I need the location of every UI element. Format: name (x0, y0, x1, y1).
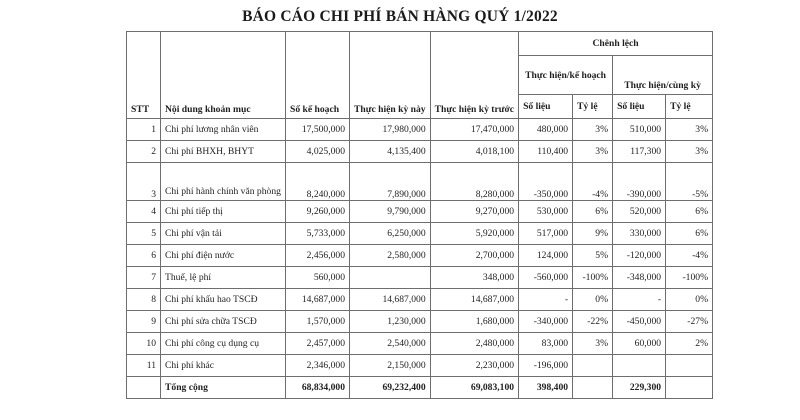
table-row (127, 289, 713, 311)
row-plan-pct: 5% (573, 245, 613, 267)
row-prev-diff: -120,000 (613, 245, 666, 267)
row-plan: 9,260,000 (286, 201, 350, 223)
row-plan: 8,240,000 (286, 163, 350, 201)
row-name: Chi phí công cụ dụng cụ (161, 333, 286, 355)
table-row (127, 355, 713, 377)
row-plan-diff: 517,000 (519, 223, 573, 245)
row-prev: 5,920,000 (430, 223, 518, 245)
row-actual: 2,540,000 (350, 333, 431, 355)
row-plan-diff: 480,000 (519, 119, 573, 141)
row-stt: 9 (127, 311, 161, 333)
row-stt: 6 (127, 245, 161, 267)
row-plan-pct: -4% (573, 163, 613, 201)
row-name: Chi phí khác (161, 355, 286, 377)
row-plan-diff: 530,000 (519, 201, 573, 223)
row-prev: 17,470,000 (430, 119, 518, 141)
row-stt: 8 (127, 289, 161, 311)
row-actual: 7,890,000 (350, 163, 431, 201)
row-name: Chi phí BHXH, BHYT (161, 141, 286, 163)
row-actual: 17,980,000 (350, 119, 431, 141)
total-plan-pct (573, 377, 613, 399)
row-plan-diff: -340,000 (519, 311, 573, 333)
header-plan: Số kế hoạch (286, 32, 350, 119)
row-prev-pct: -4% (666, 245, 713, 267)
total-row (127, 377, 713, 399)
total-prev: 69,083,100 (430, 377, 518, 399)
row-plan-pct: 3% (573, 119, 613, 141)
sales-expense-table (126, 31, 713, 399)
row-plan-pct: -22% (573, 311, 613, 333)
header-actual-this: Thực hiện kỳ này (350, 32, 431, 119)
row-actual: 1,230,000 (350, 311, 431, 333)
row-prev-diff: 117,300 (613, 141, 666, 163)
row-prev-pct: 3% (666, 141, 713, 163)
row-plan: 560,000 (286, 267, 350, 289)
row-stt: 1 (127, 119, 161, 141)
row-prev-pct (666, 355, 713, 377)
total-plan-diff: 398,400 (519, 377, 573, 399)
row-actual: 4,135,400 (350, 141, 431, 163)
row-name: Chi phí sửa chữa TSCĐ (161, 311, 286, 333)
row-plan-diff: 83,000 (519, 333, 573, 355)
row-plan: 2,456,000 (286, 245, 350, 267)
table-row (127, 201, 713, 223)
row-name: Chi phí khấu hao TSCĐ (161, 289, 286, 311)
row-prev-pct: -27% (666, 311, 713, 333)
row-prev: 348,000 (430, 267, 518, 289)
table-row (127, 311, 713, 333)
row-name: Thuế, lệ phí (161, 267, 286, 289)
row-plan-pct: 3% (573, 333, 613, 355)
row-prev: 4,018,100 (430, 141, 518, 163)
row-prev-diff: 60,000 (613, 333, 666, 355)
row-prev-diff: - (613, 289, 666, 311)
row-plan-pct (573, 355, 613, 377)
row-prev: 14,687,000 (430, 289, 518, 311)
header-content: Nội dung khoản mục (161, 32, 286, 119)
row-prev-diff: -450,000 (613, 311, 666, 333)
row-plan: 4,025,000 (286, 141, 350, 163)
row-stt: 10 (127, 333, 161, 355)
row-prev-pct: 6% (666, 223, 713, 245)
row-plan-pct: 6% (573, 201, 613, 223)
row-plan-diff: - (519, 289, 573, 311)
row-prev-diff: -348,000 (613, 267, 666, 289)
row-stt: 2 (127, 141, 161, 163)
row-plan: 2,457,000 (286, 333, 350, 355)
total-label: Tổng cộng (161, 377, 286, 399)
row-plan-diff: -196,000 (519, 355, 573, 377)
row-stt: 3 (127, 163, 161, 201)
row-plan-diff: 124,000 (519, 245, 573, 267)
row-name: Chi phí điện nước (161, 245, 286, 267)
row-prev: 1,680,000 (430, 311, 518, 333)
row-prev: 2,700,000 (430, 245, 518, 267)
row-actual: 14,687,000 (350, 289, 431, 311)
row-plan-diff: -560,000 (519, 267, 573, 289)
row-prev-pct: 0% (666, 289, 713, 311)
header-prev-amount: Số liệu (613, 95, 666, 119)
header-stt: STT (127, 32, 161, 119)
table-row (127, 223, 713, 245)
row-name: Chi phí hành chính văn phòng (161, 163, 286, 201)
total-stt (127, 377, 161, 399)
row-actual: 6,250,000 (350, 223, 431, 245)
header-vs-prev: Thực hiện/cùng kỳ (613, 56, 713, 95)
row-plan-pct: 3% (573, 141, 613, 163)
row-plan-diff: 110,400 (519, 141, 573, 163)
total-prev-pct (666, 377, 713, 399)
row-plan: 2,346,000 (286, 355, 350, 377)
row-plan: 14,687,000 (286, 289, 350, 311)
row-name: Chi phí lương nhân viên (161, 119, 286, 141)
row-prev-pct: 6% (666, 201, 713, 223)
table-row (127, 333, 713, 355)
row-stt: 11 (127, 355, 161, 377)
row-prev-diff (613, 355, 666, 377)
header-prev-ratio: Tỷ lệ (666, 95, 713, 119)
row-prev: 9,270,000 (430, 201, 518, 223)
row-prev: 8,280,000 (430, 163, 518, 201)
row-actual: 9,790,000 (350, 201, 431, 223)
table-row (127, 163, 713, 201)
header-plan-ratio: Tỷ lệ (573, 95, 613, 119)
header-actual-prev: Thực hiện kỳ trước (430, 32, 518, 119)
row-stt: 7 (127, 267, 161, 289)
row-prev-diff: -390,000 (613, 163, 666, 201)
row-prev-diff: 330,000 (613, 223, 666, 245)
row-prev-pct: 2% (666, 333, 713, 355)
row-prev-diff: 520,000 (613, 201, 666, 223)
report-title: BÁO CÁO CHI PHÍ BÁN HÀNG QUÝ 1/2022 (242, 8, 558, 25)
row-prev: 2,480,000 (430, 333, 518, 355)
table-row (127, 141, 713, 163)
table-row (127, 119, 713, 141)
row-name: Chi phí tiếp thị (161, 201, 286, 223)
row-stt: 4 (127, 201, 161, 223)
row-plan: 5,733,000 (286, 223, 350, 245)
row-actual: 2,150,000 (350, 355, 431, 377)
row-plan: 17,500,000 (286, 119, 350, 141)
row-plan-pct: 0% (573, 289, 613, 311)
row-prev-pct: 3% (666, 119, 713, 141)
row-plan-pct: -100% (573, 267, 613, 289)
total-actual: 69,232,400 (350, 377, 431, 399)
row-plan-pct: 9% (573, 223, 613, 245)
header-difference: Chênh lệch (519, 32, 713, 56)
table-row (127, 245, 713, 267)
header-vs-plan: Thực hiện/kế hoạch (519, 56, 613, 95)
total-prev-diff: 229,300 (613, 377, 666, 399)
row-prev-diff: 510,000 (613, 119, 666, 141)
total-plan: 68,834,000 (286, 377, 350, 399)
row-prev-pct: -5% (666, 163, 713, 201)
row-prev-pct: -100% (666, 267, 713, 289)
row-actual (350, 267, 431, 289)
row-name: Chi phí vận tải (161, 223, 286, 245)
row-prev: 2,230,000 (430, 355, 518, 377)
row-plan-diff: -350,000 (519, 163, 573, 201)
row-actual: 2,580,000 (350, 245, 431, 267)
header-plan-amount: Số liệu (519, 95, 573, 119)
row-plan: 1,570,000 (286, 311, 350, 333)
row-stt: 5 (127, 223, 161, 245)
table-row (127, 267, 713, 289)
